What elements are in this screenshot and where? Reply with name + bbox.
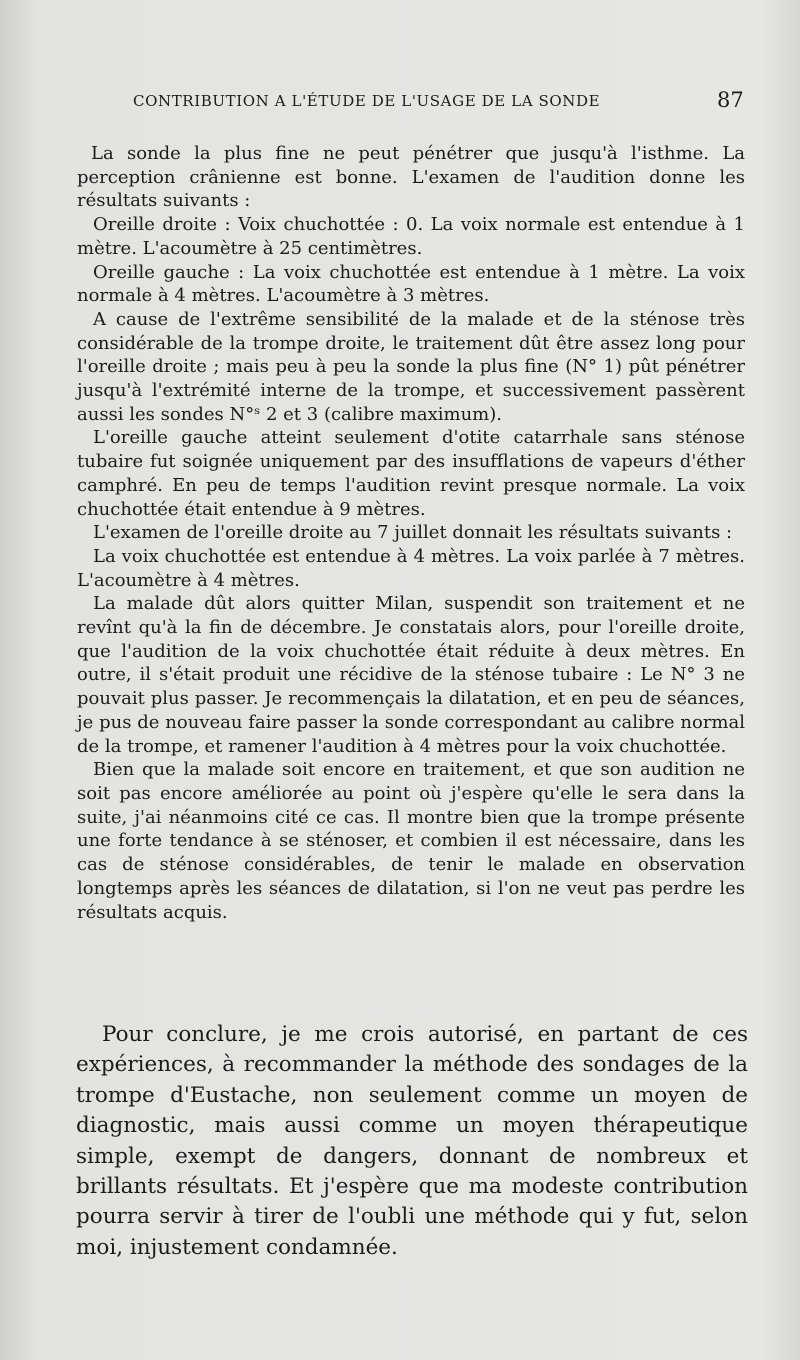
paragraph: La voix chuchottée est entendue à 4 mètres. La voix parlée à 7 mètres. L'acoumètre à 4 mètres.	[77, 545, 745, 591]
paragraph: L'oreille gauche atteint seulement d'otite catarrhale sans sténose tubaire fut soignée uniquement par des insufflations de vapeurs d'éther camphré. En peu de temps l'audition revint presque normale. La voix chuchottée était entendue à 9 mètres.	[77, 427, 745, 520]
running-head	[0, 88, 800, 118]
paragraph: Oreille gauche : La voix chuchottée est entendue à 1 mètre. La voix normale à 4 mètres. L'acoumètre à 3 mètres.	[77, 261, 745, 307]
paragraph: La sonde la plus fine ne peut pénétrer que jusqu'à l'isthme. La perception crânienne est bonne. L'examen de l'audition donne les résultats suivants :	[77, 143, 745, 212]
page-number: 87	[717, 88, 744, 112]
conclusion-paragraph: Pour conclure, je me crois autorisé, en partant de ces expériences, à recommander la méthode des sondages de la trompe d'Eustache, non seulement comme un moyen de diagnostic, mais aussi comme un moyen thérapeutique simple, exempt de dangers, donnant de nombreux et brillants résultats. Et j'espère que ma modeste contribution pourra servir à tirer de l'oubli une méthode qui y fut, selon moi, injustement condamnée.	[76, 1022, 748, 1260]
conclusion	[76, 1020, 748, 1263]
paragraph: L'examen de l'oreille droite au 7 juillet donnait les résultats suivants :	[93, 522, 733, 544]
paragraph: A cause de l'extrême sensibilité de la malade et de la sténose très considérable de la trompe droite, le traitement dût être assez long pour l'oreille droite ; mais peu à peu la sonde la plus fine (N° 1) pût pénétrer jusqu'à l'extrémité interne de la trompe, et successivement passèrent aussi les sondes N°ˢ 2 et 3 (calibre maximum).	[77, 308, 745, 425]
body-text	[77, 142, 745, 924]
running-title: CONTRIBUTION A L'ÉTUDE DE L'USAGE DE LA SONDE	[133, 92, 601, 110]
paragraph: Bien que la malade soit encore en traitement, et que son audition ne soit pas encore améliorée au point où j'espère qu'elle le sera dans la suite, j'ai néanmoins cité ce cas. Il montre bien que la trompe présente une forte tendance à se sténoser, et combien il est nécessaire, dans les cas de sténose considérables, de tenir le malade en observation longtemps après les séances de dilatation, si l'on ne veut pas perdre les résultats acquis.	[77, 759, 745, 923]
paragraph: Oreille droite : Voix chuchottée : 0. La voix normale est entendue à 1 mètre. L'acoumètre à 25 centimètres.	[77, 214, 745, 259]
paragraph: La malade dût alors quitter Milan, suspendit son traitement et ne revînt qu'à la fin de décembre. Je constatais alors, pour l'oreille droite, que l'audition de la voix chuchottée était réduite à deux mètres. En outre, il s'était produit une récidive de la sténose tubaire : Le N° 3 ne pouvait plus passer. Je recommençais la dilatation, et en peu de séances, je pus de nouveau faire passer la sonde correspondant au calibre normal de la trompe, et ramener l'audition à 4 mètres pour la voix chuchottée.	[77, 593, 745, 757]
